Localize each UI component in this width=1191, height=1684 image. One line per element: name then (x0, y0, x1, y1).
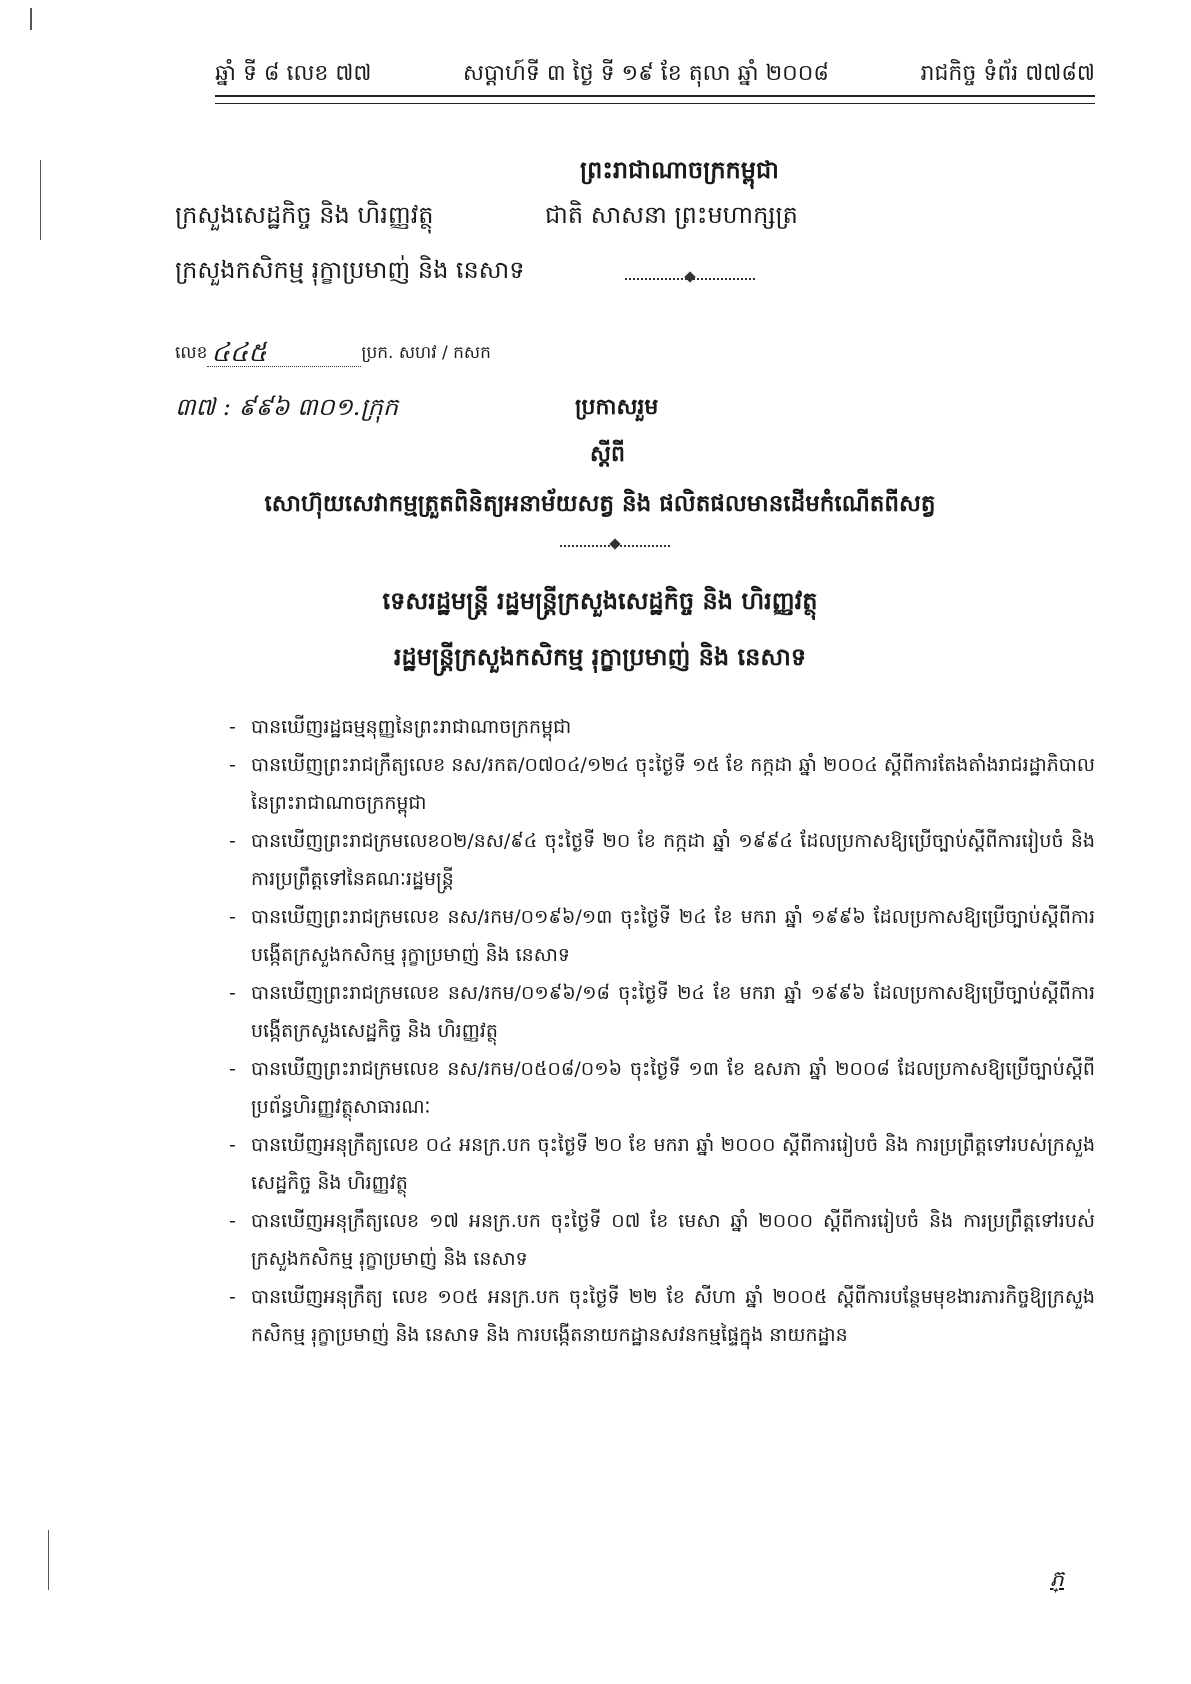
gazette-page: រាជកិច្ច ទំព័រ ៧៧៨៧ (920, 61, 1095, 86)
recital-item: - បានឃើញព្រះរាជក្រមលេខ នស/រកម/០៥០៨/០១៦ ចុះថ្ងៃទី ១៣ ខែ ឧសភា ឆ្នាំ ២០០៨ ដែលប្រកាសឱ្យប្រើច្បាប់ស្តីពីប្រព័ន្ធហិរញ្ញវត្ថុសាធារណៈ (225, 1050, 1095, 1126)
recital-item: - បានឃើញអនុក្រឹត្យលេខ ០៤ អនក្រ.បក ចុះថ្ងៃទី ២០ ខែ មករា ឆ្នាំ ២០០០ ស្តីពីការរៀបចំ និង ការប្រព្រឹត្តទៅរបស់ក្រសួងសេដ្ឋកិច្ច និង ហិរញ្ញវត្ថុ (225, 1126, 1095, 1202)
ornament-divider (560, 545, 670, 551)
issuer-line: ទេសរដ្ឋមន្ត្រី រដ្ឋមន្ត្រីក្រសួងសេដ្ឋកិច្ច និង ហិរញ្ញវត្ថុ (382, 586, 818, 615)
gazette-date: សប្តាហ៍ទី ៣ ថ្ងៃ ទី ១៩ ខែ តុលា ឆ្នាំ ២០០៨ (463, 61, 829, 86)
ornament-divider (625, 278, 755, 284)
national-motto: ជាតិ សាសនា ព្រះមហាក្សត្រ (545, 201, 798, 229)
gazette-issue: ឆ្នាំ ទី ៨ លេខ ៧៧ (215, 61, 372, 86)
recital-item: - បានឃើញអនុក្រឹត្យ លេខ ១០៥ អនក្រ.បក ចុះថ្ងៃទី ២២ ខែ សីហា ឆ្នាំ ២០០៥ ស្តីពីការបន្ថែមមុខងារភារកិច្ចឱ្យក្រសួងកសិកម្ម រុក្ខាប្រមាញ់ និង នេសាទ និង ការបង្កើតនាយកដ្ឋានសវនកម្មផ្ទៃក្នុង នាយកដ្ឋាន (225, 1278, 1095, 1354)
issuer-line: រដ្ឋមន្ត្រីក្រសួងកសិកម្ម រុក្ខាប្រមាញ់ និង នេសាទ (393, 642, 807, 671)
recital-item: - បានឃើញព្រះរាជក្រមលេខ នស/រកម/០១៩៦/១៨ ចុះថ្ងៃទី ២៤ ខែ មករា ឆ្នាំ ១៩៩៦ ដែលប្រកាសឱ្យប្រើច្បាប់ស្តីពីការបង្កើតក្រសួងសេដ្ឋកិច្ច និង ហិរញ្ញវត្ថុ (225, 974, 1095, 1050)
kingdom-title: ព្រះរាជាណាចក្រកម្ពុជា (580, 155, 779, 184)
handwritten-initials: ភ្ (1050, 1567, 1064, 1592)
reference-number: ៤៤៥ (207, 340, 361, 367)
reference-line (175, 340, 491, 367)
gazette-header (215, 55, 1095, 95)
scan-margin-mark (40, 160, 41, 240)
recital-item: - បានឃើញព្រះរាជក្រឹត្យលេខ នស/រកត/០៧០៤/១២៤ ចុះថ្ងៃទី ១៥ ខែ កក្កដា ឆ្នាំ ២០០៤ ស្តីពីការតែងតាំងរាជរដ្ឋាភិបាលនៃព្រះរាជាណាចក្រកម្ពុជា (225, 746, 1095, 822)
recitals-list (225, 708, 1095, 1354)
handwritten-note: ៣៧ : ៩៩៦ ៣០១.ក្រុក (175, 393, 399, 421)
ministry-agriculture: ក្រសួងកសិកម្ម រុក្ខាប្រមាញ់ និង នេសាទ (175, 256, 525, 284)
about-label: ស្តីពី (590, 441, 625, 467)
issuers-block (160, 573, 1040, 685)
scan-margin-mark (30, 8, 32, 30)
recital-item: - បានឃើញរដ្ឋធម្មនុញ្ញនៃព្រះរាជាណាចក្រកម្ពុជា (225, 708, 1095, 746)
reference-prefix: លេខ (175, 343, 208, 363)
reference-suffix: ប្រក. សហវ / កសក (361, 343, 491, 363)
header-rule (215, 95, 1095, 104)
ornament-diamond-icon (609, 538, 620, 549)
ornament-diamond-icon (684, 271, 695, 282)
recital-item: - បានឃើញអនុក្រឹត្យលេខ ១៧ អនក្រ.បក ចុះថ្ងៃទី ០៧ ខែ មេសា ឆ្នាំ ២០០០ ស្តីពីការរៀបចំ និង ការប្រព្រឹត្តទៅរបស់ក្រសួងកសិកម្ម រុក្ខាប្រមាញ់ និង នេសាទ (225, 1202, 1095, 1278)
document-type: ប្រកាសរួម (575, 394, 659, 420)
document-subject: សោហ៊ុយសេវាកម្មត្រួតពិនិត្យអនាម័យសត្វ និង ផលិតផលមានដើមកំណើតពីសត្វ (264, 490, 936, 517)
scan-margin-mark (48, 1530, 49, 1590)
recital-item: - បានឃើញព្រះរាជក្រមលេខ នស/រកម/០១៩៦/១៣ ចុះថ្ងៃទី ២៤ ខែ មករា ឆ្នាំ ១៩៩៦ ដែលប្រកាសឱ្យប្រើច្បាប់ស្តីពីការបង្កើតក្រសួងកសិកម្ម រុក្ខាប្រមាញ់ និង នេសាទ (225, 898, 1095, 974)
recital-item: - បានឃើញព្រះរាជក្រមលេខ០២/នស/៩៤ ចុះថ្ងៃទី ២០ ខែ កក្កដា ឆ្នាំ ១៩៩៤ ដែលប្រកាសឱ្យប្រើច្បាប់ស្តីពីការរៀបចំ និង ការប្រព្រឹត្តទៅនៃគណៈរដ្ឋមន្ត្រី (225, 822, 1095, 898)
ministry-economy-finance: ក្រសួងសេដ្ឋកិច្ច និង ហិរញ្ញវត្ថុ (175, 201, 434, 229)
